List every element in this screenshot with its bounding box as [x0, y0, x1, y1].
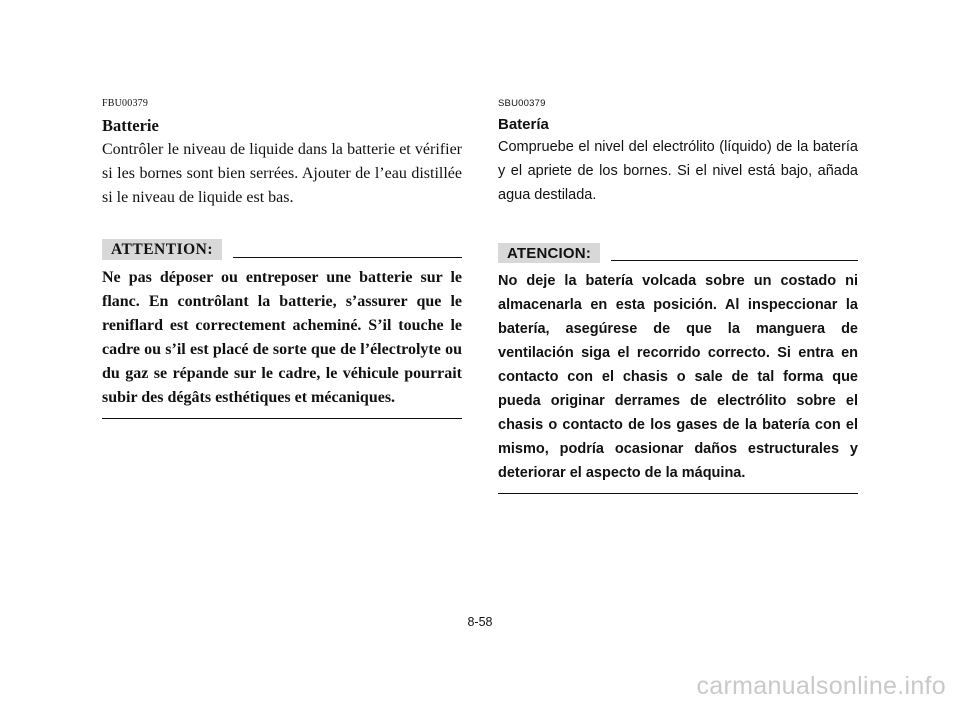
section-code: FBU00379	[102, 98, 149, 109]
caution-end-rule	[498, 493, 858, 494]
caution-label: ATENCION:	[498, 243, 600, 263]
caution-label: ATTENTION:	[102, 239, 222, 260]
caution-text: Ne pas déposer ou entreposer une batterie sur le flanc. En contrôlant la batterie, s’assurer que le reniflard est correctement acheminé. S’il touche le cadre ou s’il est placé de sorte que de l’électrolyte ou du gaz se répande sur le cadre, le véhicule pourrait subir des dégâts esthétiques et mécaniques.	[102, 269, 462, 406]
section-heading: Batería	[498, 116, 549, 133]
caution-text: No deje la batería volcada sobre un costado ni almacenarla en esta posición. Al inspeccionar la batería, asegúrese de que la manguera de ventilación siga el recorrido correcto. Si entra en contacto con el chasis o sale de tal forma que pueda originar derrames de electrólito sobre el chasis o contacto de los gases de la batería con el mismo, podría ocasionar daños estructurales y deteriorar el aspecto de la máquina.	[498, 273, 858, 481]
watermark: carmanualsonline.info	[696, 672, 946, 700]
section-code: SBU00379	[498, 98, 546, 109]
caution-divider	[233, 257, 462, 258]
caution-end-rule	[102, 418, 462, 419]
caution-divider	[611, 260, 858, 261]
section-body: Contrôler le niveau de liquide dans la batterie et vérifier si les bornes sont bien serrées. Ajouter de l’eau distillée si le niveau de liquide est bas.	[102, 141, 462, 206]
section-heading: Batterie	[102, 116, 159, 135]
french-column	[102, 98, 462, 419]
caution-header	[498, 233, 858, 263]
section-body: Compruebe el nivel del electrólito (líquido) de la batería y el apriete de los bornes. Si el nivel está bajo, añada agua destilada.	[498, 139, 858, 203]
caution-header	[102, 230, 462, 260]
page-number: 8-58	[467, 615, 493, 629]
spanish-column	[498, 98, 858, 494]
